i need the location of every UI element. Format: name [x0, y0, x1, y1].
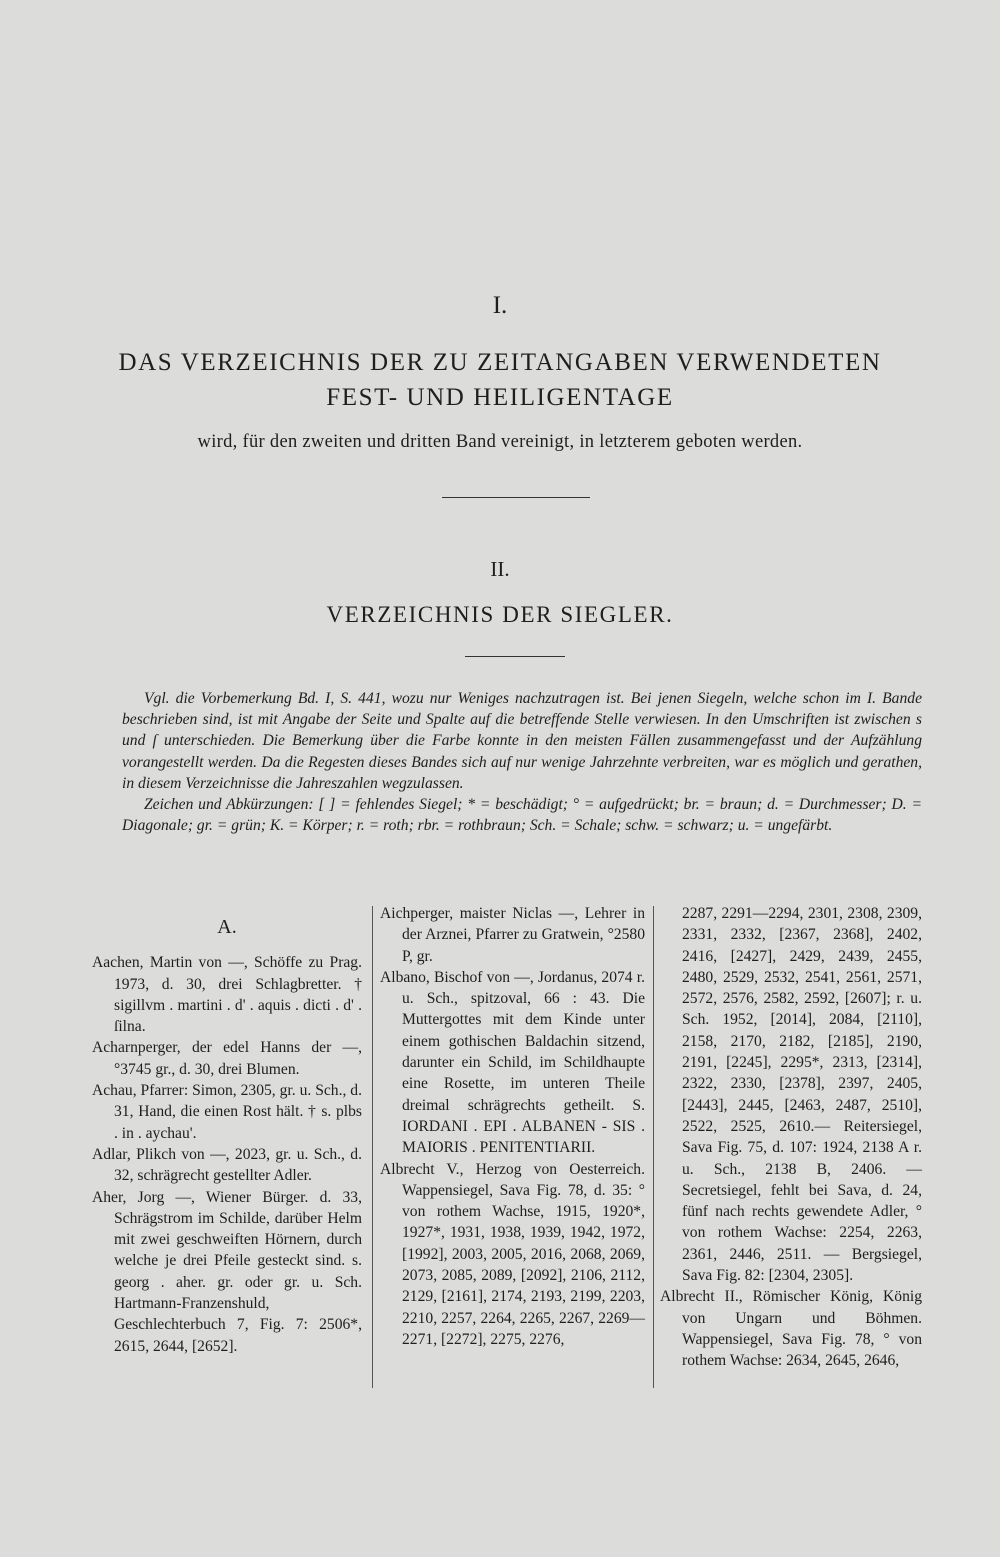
- index-entry: [92, 1144, 362, 1187]
- column-divider: [372, 906, 373, 1388]
- entry-text: Pfarrer: Simon, 2305, gr. u. Sch., d. 31, Hand, die einen Rost hält. † s. plbs . in . aychau'.: [114, 1082, 362, 1142]
- entry-name: Achau,: [92, 1082, 137, 1100]
- index-entry: [92, 1080, 362, 1144]
- section-title-2: VERZEICHNIS DER SIEGLER.: [326, 602, 674, 627]
- index-entry: [380, 903, 645, 967]
- entry-text: maister Niclas —, Lehrer in der Arznei, Pfarrer zu Gratwein, °2580 P, gr.: [402, 905, 645, 965]
- index-entry: [380, 967, 645, 1159]
- entry-name: Albano,: [380, 968, 430, 986]
- section-title-1-line-1: DAS VERZEICHNIS DER ZU ZEITANGABEN VERWENDETEN: [118, 349, 882, 376]
- index-entry: [92, 1037, 362, 1080]
- section-note: wird, für den zweiten und dritten Band vereinigt, in letzterem geboten werden.: [197, 432, 803, 452]
- entry-text: Bischof von —, Jordanus, 2074 r. u. Sch., spitzoval, 66 : 43. Die Muttergottes mit dem Kinde unter einem gothischen Baldachin sitzend, darunter ein Schild, im Schildhaupte eine Rosette, im unteren Theile dreimal schrägrechts getheilt. S. IORDANI . EPI . ALBANEN - SIS . MAIORIS . PENITENTIARII.: [402, 968, 645, 1157]
- index-column-2: [380, 903, 645, 1350]
- entry-name: Acharnperger,: [92, 1039, 181, 1057]
- entry-name: Adlar,: [92, 1145, 131, 1163]
- entry-text: Plikch von —, 2023, gr. u. Sch., d. 32, schrägrecht gestellter Adler.: [114, 1145, 363, 1185]
- divider-rule: [465, 656, 565, 657]
- index-entry: [92, 952, 362, 1037]
- entry-text: der edel Hanns der —, °3745 gr., d. 30, drei Blumen.: [114, 1039, 362, 1078]
- index-column-1: [92, 917, 362, 1357]
- intro-text: [122, 688, 922, 836]
- index-entry: [660, 1286, 922, 1371]
- entry-continuation: 2287, 2291—2294, 2301, 2308, 2309, 2331, 2332, [2367, 2368], 2402, 2416, [2427], 2429, 2439, 2455, 2480, 2529, 2532, 2541, 2561, 2571, 2572, 2576, 2582, 2592, [2607]; r. u. Sch. 1952, [2014], 2084, [2110], 2158, 2170, 2182, [2185], 2190, 2191, [2245], 2295*, 2313, [2314], 2322, 2330, [2378], 2397, 2405, [2443], 2445, [2463, 2487, 2510], 2522, 2525, 2610.— Reitersiegel, Sava Fig. 75, d. 107: 1924, 2138 A r. u. Sch., 2138 B, 2406. — Secretsiegel, fehlt bei Sava, d. 24, fünf nach rechts gewendete Adler, ° von rothem Wachse: 2254, 2263, 2361, 2446, 2511. — Bergsiegel, Sava Fig. 82: [2304, 2305].: [682, 905, 922, 1285]
- entry-text: Martin von —, Schöffe zu Prag. 1973, d. 30, drei Schlagbretter. † sigillvm . martini . d' . aquis . dicti . d' . ſilna.: [114, 954, 362, 1036]
- section-title-1-line-2: FEST- UND HEILIGENTAGE: [326, 384, 674, 411]
- index-column-3: [660, 903, 922, 1372]
- column-divider: [653, 906, 654, 1388]
- section-title-1: [0, 345, 1000, 415]
- entry-name: Albrecht V.,: [380, 1160, 464, 1178]
- entry-text: Römischer König, König von Ungarn und Böhmen. Wappensiegel, Sava Fig. 78, ° von rothem Wachse: 2634, 2645, 2646,: [682, 1288, 922, 1370]
- divider-rule: [442, 497, 590, 498]
- intro-paragraph: Vgl. die Vorbemerkung Bd. I, S. 441, wozu nur Weniges nachzutragen ist. Bei jenen Siegeln, welche schon im I. Bande beschrieben sind, ist mit Angabe der Seite und Spalte auf die betreffende Stelle verwiesen. In den Umschriften ist zwischen s und ſ unterschieden. Die Bemerkung über die Farbe konnte in den meisten Fällen zusammengefasst und der Aufzählung vorangestellt werden. Da die Regesten dieses Bandes sich auf nur wenige Jahrzehnte verbreiten, war es möglich und gerathen, in diesem Verzeichnisse die Jahreszahlen wegzulassen.: [122, 690, 922, 792]
- abbreviations-paragraph: Zeichen und Abkürzungen: [ ] = fehlendes Siegel; * = beschädigt; ° = aufgedrückt; br. = braun; d. = Durchmesser; D. = Diagonale; gr. = grün; K. = Körper; r. = roth; rbr. = rothbraun; Sch. = Schale; schw. = schwarz; u. = ungefärbt.: [122, 796, 922, 835]
- index-entry: [380, 1159, 645, 1351]
- entry-text: Jorg —, Wiener Bürger. d. 33, Schrägstrom im Schilde, darüber Helm mit zwei geschweiften Hörnern, durch welche je drei Pfeile gesteckt sind. s. georg . aher. gr. oder gr. u. Sch. Hartmann-Franzenshuld, Geschlechterbuch 7, Fig. 7: 2506*, 2615, 2644, [2652].: [114, 1188, 363, 1355]
- index-entry: [92, 1187, 362, 1357]
- entry-text: Herzog von Oesterreich. Wappensiegel, Sava Fig. 78, d. 35: ° von rothem Wachse, 1915, 1920*, 1927*, 1931, 1938, 1939, 1942, 1972, [1992], 2003, 2005, 2016, 2068, 2069, 2073, 2085, 2089, [2092], 2106, 2112, 2129, [2161], 2174, 2193, 2199, 2203, 2210, 2257, 2264, 2265, 2267, 2269—2271, [2272], 2275, 2276,: [402, 1160, 645, 1348]
- section-numeral-2: II.: [490, 557, 510, 581]
- entry-name: Aher,: [92, 1188, 127, 1206]
- entry-name: Aachen,: [92, 954, 144, 972]
- section-numeral-1: I.: [492, 292, 508, 319]
- entry-name: Aichperger,: [380, 905, 454, 922]
- letter-heading: A.: [217, 916, 237, 938]
- entry-name: Albrecht II.,: [660, 1288, 743, 1306]
